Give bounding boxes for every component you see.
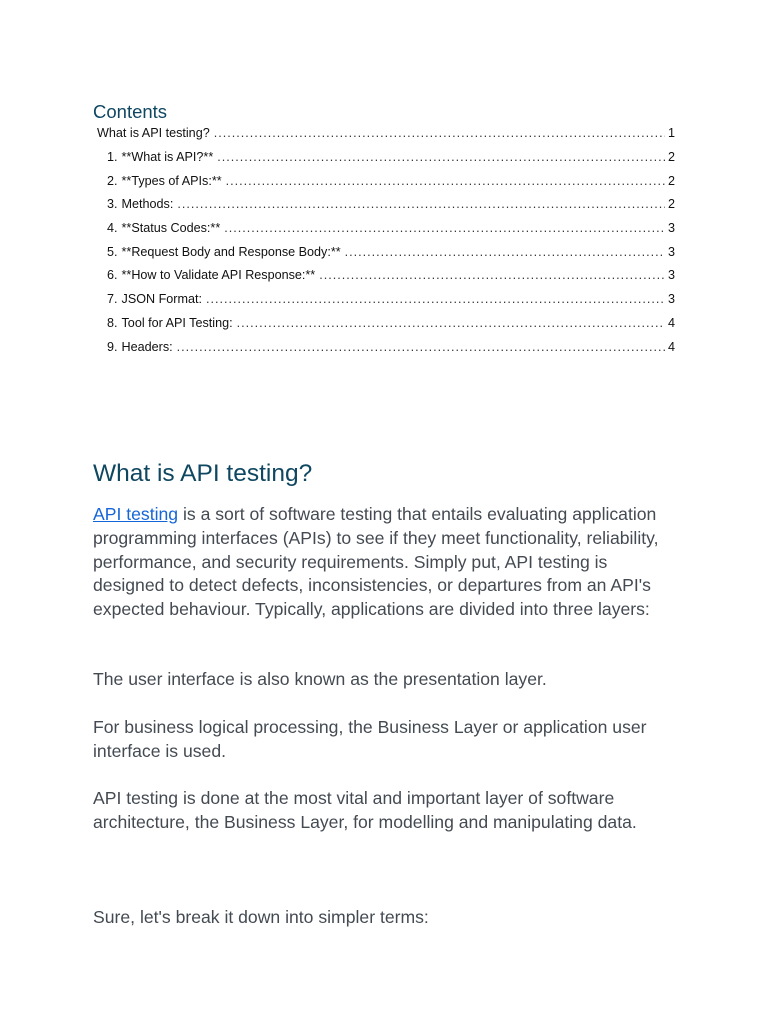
business-layer-paragraph: For business logical processing, the Business Layer or application user interface is used. xyxy=(93,717,647,761)
toc-entry[interactable] xyxy=(93,126,675,150)
toc-entry[interactable] xyxy=(93,174,675,198)
toc-entry-page: 3 xyxy=(667,268,675,283)
toc-entry-number: 8. xyxy=(107,315,118,330)
toc-leader-dots xyxy=(217,150,665,164)
toc-leader-dots xyxy=(206,292,665,306)
toc-entry-title: **Status Codes:** xyxy=(121,221,221,236)
api-testing-link[interactable]: API testing xyxy=(93,504,179,524)
intro-paragraph-text: is a sort of software testing that entails evaluating application programming interfaces (APIs) to see if they meet functionality, reliability, performance, and security requirements. Simply put, API testing is designed to detect defects, inconsistencies, or departures from an API's expected behaviour. Typically, applications are divided into three layers: xyxy=(93,504,659,620)
toc-leader-dots xyxy=(177,340,665,354)
toc-entry[interactable] xyxy=(93,221,675,245)
toc-entry-number: 9. xyxy=(107,339,118,354)
toc-entry-number: 2. xyxy=(107,173,118,188)
toc-entry-page: 3 xyxy=(667,221,675,236)
intro-paragraph xyxy=(93,503,675,622)
toc-heading: Contents xyxy=(93,101,168,122)
toc-entry-page: 3 xyxy=(667,292,675,307)
toc-entry[interactable] xyxy=(93,340,675,364)
simpler-terms-paragraph: Sure, let's break it down into simpler terms: xyxy=(93,907,429,927)
toc-entry[interactable] xyxy=(93,316,675,340)
toc-entry-page: 2 xyxy=(667,150,675,164)
toc-entry-title: **Request Body and Response Body:** xyxy=(121,244,341,259)
toc-entry[interactable] xyxy=(93,292,675,316)
toc-entry-number: 3. xyxy=(107,197,118,212)
toc-entry-title: **What is API?** xyxy=(121,150,214,164)
toc-leader-dots xyxy=(345,245,665,259)
toc-entry-number: 6. xyxy=(107,268,118,283)
toc-entry[interactable] xyxy=(93,245,675,269)
toc-entry-page: 4 xyxy=(667,339,675,354)
toc-entry-number: 5. xyxy=(107,244,118,259)
toc-entry-number: 7. xyxy=(107,292,118,307)
api-layer-paragraph: API testing is done at the most vital and important layer of software architecture, the Business Layer, for modelling and manipulating data. xyxy=(93,788,637,832)
toc-leader-dots xyxy=(224,221,665,235)
toc-leader-dots xyxy=(226,174,665,188)
toc-entry-title: JSON Format: xyxy=(121,292,202,307)
toc-entry[interactable] xyxy=(93,150,675,174)
toc-entry[interactable] xyxy=(93,268,675,292)
section-heading: What is API testing? xyxy=(93,460,313,487)
toc-entry-title: Tool for API Testing: xyxy=(121,315,233,330)
toc-entry-page: 3 xyxy=(667,244,675,259)
toc-entry[interactable] xyxy=(93,197,675,221)
toc-leader-dots xyxy=(319,268,665,282)
toc-entry-number: 1. xyxy=(107,150,118,164)
toc-entry-page: 1 xyxy=(667,126,675,140)
toc-entry-page: 4 xyxy=(667,315,675,330)
toc-entry-page: 2 xyxy=(667,173,675,188)
toc-leader-dots xyxy=(214,126,665,140)
toc-entry-title: Methods: xyxy=(121,197,174,212)
toc-entry-title: **Types of APIs:** xyxy=(121,173,222,188)
toc-entry-title: What is API testing? xyxy=(97,126,210,140)
table-of-contents xyxy=(93,126,675,363)
toc-entry-title: **How to Validate API Response:** xyxy=(121,268,316,283)
toc-leader-dots xyxy=(177,197,665,211)
presentation-layer-paragraph: The user interface is also known as the presentation layer. xyxy=(93,669,547,689)
toc-leader-dots xyxy=(237,316,665,330)
toc-entry-title: Headers: xyxy=(121,339,173,354)
toc-entry-page: 2 xyxy=(667,197,675,212)
toc-entry-number: 4. xyxy=(107,221,118,236)
